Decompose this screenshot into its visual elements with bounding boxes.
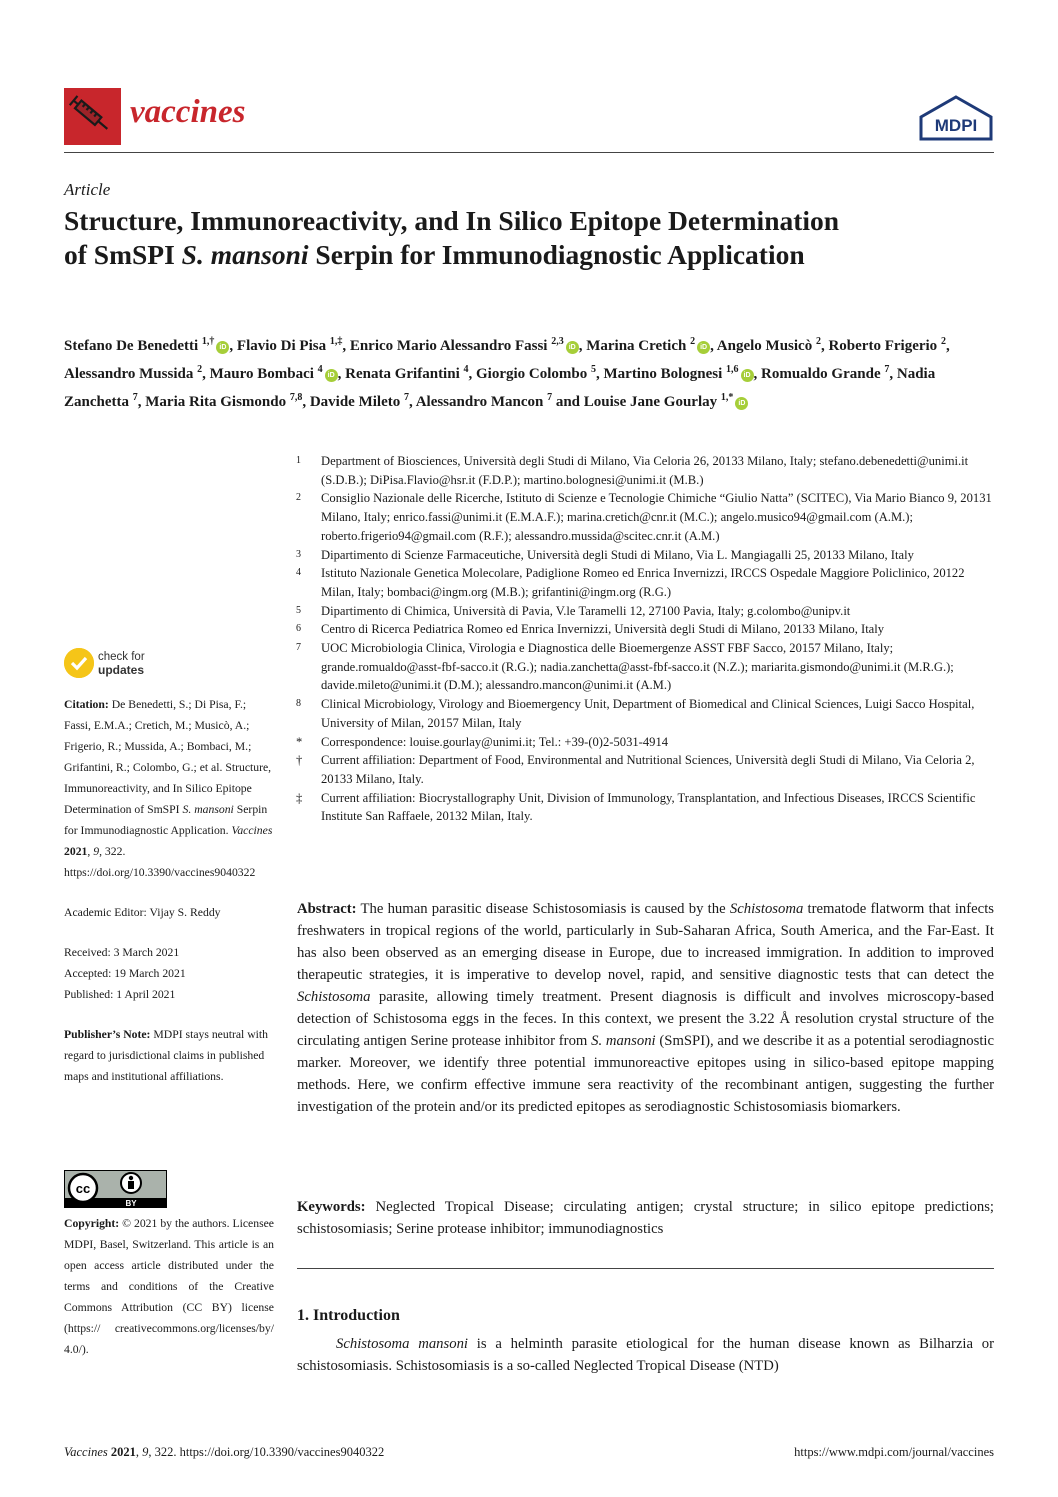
affiliation-text: Current affiliation: Biocrystallography Unit, Division of Immunology, Transplantation, and Infectious Diseases, IRCCS Scientific Institute San Raffaele, 20132 Milan, Italy.: [321, 790, 976, 824]
author-affiliation-marker: 1,†: [201, 336, 215, 347]
affiliation-number: 7: [296, 642, 301, 654]
footer-citation: Vaccines 2021, 9, 322. https://doi.org/10.3390/vaccines9040322: [64, 1445, 385, 1459]
author-name: Flavio Di Pisa: [236, 338, 330, 354]
author-affiliation-marker: 1,6: [726, 364, 739, 375]
author-affiliation-marker: 5: [591, 364, 596, 375]
author-name: Renata Grifantini: [345, 366, 464, 382]
orcid-icon[interactable]: iD: [216, 341, 229, 354]
author-affiliation-marker: 7: [884, 364, 890, 375]
publishers-note-text: MDPI stays neutral with regard to jurisdictional claims in published maps and institutional affiliations.: [64, 1028, 268, 1083]
affiliation-item: [296, 452, 996, 489]
section-heading-introduction: 1. Introduction: [297, 1307, 400, 1324]
affiliation-number: 2: [296, 492, 301, 504]
affiliation-number: 3: [296, 548, 301, 560]
abstract-text-2: trematode flatworm that infects freshwaters in tropical regions of the world, particularly in Sub-Saharan Africa, South America, and the Far-East. It has also been observed as an emerging disease in Europe, due to increased immigration. In addition to improved therapeutic strategies, it is imperative to develop novel, rapid, and sensitive diagnostic tests that can detect the: [297, 901, 994, 983]
affiliation-item: [296, 620, 996, 639]
affiliation-text: Dipartimento di Scienze Farmaceutiche, Università degli Studi di Milano, Via L. Mangiagalli 25, 20133 Milano, Italy: [321, 547, 914, 562]
affiliation-number: 8: [296, 698, 301, 710]
check-updates-line1: check for: [98, 651, 145, 663]
abstract-genus-1: Schistosoma: [729, 901, 804, 917]
affiliation-item: [296, 489, 996, 545]
author-affiliation-marker: 7: [404, 392, 409, 403]
affiliation-item: [296, 695, 996, 732]
dates-block: [64, 942, 274, 1005]
sidebar-metadata: [64, 694, 274, 1106]
affiliation-text: Department of Biosciences, Università degli Studi di Milano, Via Celoria 26, 20133 Milano, Italy; stefano.debenedetti@unimi.it (S.D.B.); DiPisa.Flavio@hsr.it (F.D.P.); martino.bolognesi@unimi.it (M.B.): [321, 454, 969, 487]
orcid-icon[interactable]: iD: [325, 369, 338, 382]
affiliation-text: Consiglio Nazionale delle Ricerche, Istituto di Scienze e Tecnologie Chimiche “Giulio Natta” (SCITEC), Via Mario Bianco 9, 20131 Milano, Italy; enrico.fassi@unimi.it (E.M.A.F.); marina.cretich@cnr.it (M.C.); angelo.musico94@gmail.com (A.M.); roberto.frigerio94@gmail.com (R.F.); alessandro.mussida@scitec.cnr.it (A.M.): [321, 491, 992, 543]
article-type: Article: [64, 180, 111, 199]
publishers-note-label: Publisher’s Note:: [64, 1028, 151, 1041]
academic-editor: Academic Editor: Vijay S. Reddy: [64, 906, 221, 919]
cc-by-license-badge[interactable]: [64, 1170, 167, 1208]
citation-doi[interactable]: , 322. https://doi.org/10.3390/vaccines9040322: [64, 845, 256, 879]
abstract-text-4: (SmSPI), and we describe it as a potential serodiagnostic marker. Moreover, we identify three potential immunoreactive epitopes using in silico-based epitope mapping methods. Here, we confirm effective immune sera reactivity of the recombinant antigen, suggesting the further investigation of the protein and/or its predicted epitopes as serodiagnostic Schistosomiasis biomarkers.: [297, 1033, 995, 1115]
author-affiliation-marker: 4: [463, 364, 469, 375]
author-name: Mauro Bombaci: [209, 366, 318, 382]
title-species: S. mansoni: [181, 239, 309, 270]
citation-text-end: Serpin for Immunodiagnostic Application.: [64, 803, 268, 837]
author-name: Enrico Mario Alessandro Fassi: [349, 338, 552, 354]
check-updates-badge[interactable]: [64, 648, 94, 678]
check-updates-line2: updates: [98, 663, 145, 677]
affiliation-text: Correspondence: louise.gourlay@unimi.it; Tel.: +39-(0)2-5031-4914: [321, 734, 669, 749]
abstract-species: S. mansoni: [591, 1033, 656, 1049]
affiliation-number: 6: [296, 623, 301, 635]
author-name: Giorgio Colombo: [476, 366, 591, 382]
abstract: [297, 898, 994, 1118]
affiliation-item: [296, 751, 996, 788]
author-name: Davide Mileto: [309, 394, 404, 410]
date-published: Published: 1 April 2021: [64, 988, 176, 1001]
affiliation-item: [296, 546, 996, 565]
author-affiliation-marker: 1,*: [720, 392, 734, 403]
affiliations-list: [296, 452, 996, 826]
author-affiliation-marker: 1,‡: [329, 336, 343, 347]
affiliation-text: Istituto Nazionale Genetica Molecolare, Padiglione Romeo ed Enrica Invernizzi, IRCCS Ospedale Maggiore Policlinico, 20122 Milan, Italy; bombaci@ingm.org (M.B.); grifantini@ingm.org (R.G.): [321, 566, 965, 599]
author-name: Louise Jane Gourlay: [583, 394, 721, 410]
footer-volume: 9: [142, 1445, 149, 1459]
affiliation-item: [296, 602, 996, 621]
keywords: [297, 1196, 994, 1240]
footer-journal-url[interactable]: https://www.mdpi.com/journal/vaccines: [794, 1445, 994, 1459]
author-name: Martino Bolognesi: [603, 366, 726, 382]
syringe-icon: [64, 88, 121, 145]
keywords-label: Keywords:: [297, 1199, 366, 1215]
orcid-icon[interactable]: iD: [697, 341, 710, 354]
citation-year: 2021: [64, 845, 88, 858]
author-name: Alessandro Mancon: [415, 394, 548, 410]
title-text: Structure, Immunoreactivity, and In Silico Epitope Determination of SmSPI: [64, 205, 840, 270]
citation-species: S. mansoni: [182, 803, 234, 816]
copyright-label: Copyright:: [64, 1217, 120, 1230]
author-name: Roberto Frigerio: [828, 338, 941, 354]
copyright-text: © 2021 by the authors. Licensee MDPI, Basel, Switzerland. This article is an open access article distributed under the terms and conditions of the Creative Commons Attribution (CC BY) license (https:// creativecommons.org/licenses/by/ 4.0/).: [64, 1217, 274, 1356]
check-updates-label[interactable]: [98, 651, 145, 678]
introduction-paragraph: [297, 1333, 994, 1377]
footer-journal: Vaccines: [64, 1445, 108, 1459]
affiliation-item: [296, 789, 996, 826]
citation-text: De Benedetti, S.; Di Pisa, F.; Fassi, E.M.A.; Cretich, M.; Musicò, A.; Frigerio, R.; Mussida, A.; Bombaci, M.; Grifantini, R.; Colombo, G.; et al. Structure, Immunoreactivity, and In Silico Epitope Determination of SmSPI: [64, 698, 272, 816]
citation-label: Citation:: [64, 698, 109, 711]
citation-volume: 9: [93, 845, 100, 858]
mdpi-logo: [918, 95, 994, 141]
author-affiliation-marker: 7: [547, 392, 553, 403]
abstract-text-1: The human parasitic disease Schistosomiasis is caused by the: [356, 901, 730, 917]
section-divider: [297, 1268, 994, 1269]
checkmark-icon: [64, 648, 94, 678]
author-affiliation-marker: 7,8: [289, 392, 303, 403]
publishers-note: [64, 1024, 274, 1087]
author-affiliation-marker: 7: [132, 392, 138, 403]
header-divider: [64, 152, 994, 153]
citation-journal: Vaccines: [231, 824, 273, 837]
orcid-icon[interactable]: iD: [566, 341, 579, 354]
affiliation-text: Centro di Ricerca Pediatrica Romeo ed Enrica Invernizzi, Università degli Studi di Milano, 20133 Milano, Italy: [321, 622, 885, 637]
orcid-icon[interactable]: iD: [741, 369, 754, 382]
author-name: Maria Rita Gismondo: [145, 394, 290, 410]
affiliation-number: 5: [296, 604, 301, 616]
author-affiliation-marker: 2: [690, 336, 696, 347]
affiliation-item: [296, 564, 996, 601]
affiliation-number: 1: [296, 455, 301, 466]
abstract-label: Abstract:: [297, 901, 357, 917]
author-name: Marina Cretich: [586, 338, 691, 354]
cc-text: cc: [75, 1181, 91, 1196]
affiliation-text: UOC Microbiologia Clinica, Virologia e Diagnostica delle Bioemergenze ASST FBF Sacco, 20157 Milano, Italy; grande.romualdo@asst-fbf-sacco.it (R.G.); nadia.zanchetta@asst-fbf-sacco.it (N.Z.); mariarita.gismondo@unimi.it (M.R.G.); davide.mileto@unimi.it (D.M.); alessandro.mancon@unimi.it (A.M.): [321, 641, 954, 693]
introduction-text: is a helminth parasite etiological for the human disease known as Bilharzia or schistosomiasis. Schistosomiasis is a so-called Neglected Tropical Disease (NTD): [297, 1336, 995, 1374]
author-affiliation-marker: 2: [815, 336, 821, 347]
abstract-text-3: parasite, allowing timely treatment. Present diagnosis is difficult and involves microscopy-based detection of Schistosoma eggs in the feces. In this context, we present the 3.22 Å resolution crystal structure of the circulating antigen Serine protease inhibitor from: [297, 989, 994, 1049]
affiliation-number: *: [296, 734, 303, 749]
author-name: Alessandro Mussida: [64, 366, 198, 382]
author-list: Stefano De Benedetti $^{1,\dagger}$iD , Flavio Di Pisa $^{1,\ddagger}$, Enrico Mario Alessandro Fassi $^{2,3}$iD , Marina Cretich $^2$iD , Angelo Musicò $^2$, Roberto Frigerio $^2$, Alessandro Mussida $^2$, Mauro Bombaci $^4$iD , Renata Grifantini $^4$, Giorgio Colombo $^5$, Martino Bolognesi $^{1,6}$iD , Romualdo Grande $^7$, Nadia Zanchetta $^7$, Maria Rita Gismondo $^{7,8}$, Davide Mileto $^7$, Alessandro Mancon $^7$ and Louise Jane Gourlay $^{1,*}$iD: [64, 336, 950, 410]
author-name: Angelo Musicò: [716, 338, 816, 354]
affiliation-number: ‡: [296, 790, 303, 805]
by-text: BY: [125, 1199, 137, 1207]
introduction-species: Schistosoma mansoni: [336, 1336, 468, 1352]
article-title: [64, 204, 864, 272]
author-affiliation-marker: 2,3: [551, 336, 564, 347]
orcid-icon[interactable]: iD: [735, 397, 748, 410]
author-name: Nadia Zanchetta: [64, 366, 936, 410]
date-accepted: Accepted: 19 March 2021: [64, 967, 186, 980]
copyright-notice: [64, 1213, 274, 1360]
affiliation-text: Current affiliation: Department of Food, Environmental and Nutritional Sciences, Università degli Studi di Milano, Via Celoria 2, 20133 Milano, Italy.: [321, 753, 975, 786]
affiliation-text: Dipartimento di Chimica, Università di Pavia, V.le Taramelli 12, 27100 Pavia, Italy; g.colombo@unipv.it: [321, 603, 851, 618]
author-affiliation-marker: 4: [317, 364, 323, 375]
affiliation-item: [296, 639, 996, 695]
footer-doi[interactable]: , 322. https://doi.org/10.3390/vaccines9040322: [148, 1445, 385, 1459]
citation-block: Citation: De Benedetti, S.; Di Pisa, F.; Fassi, E.M.A.; Cretich, M.; Musicò, A.; Frigerio, R.; Mussida, A.; Bombaci, M.; Grifantini, R.; Colombo, G.; et al. Structure, Immunoreactivity, and In Silico Epitope Determination of SmSPI S. mansoni Serpin for Immunodiagnostic Application. Vaccines 2021, 9, 322. https://doi.org/10.3390/vaccines9040322: [64, 698, 273, 879]
title-text-end: Serpin for Immunodiagnostic Application: [308, 239, 805, 270]
author-name: Romualdo Grande: [761, 366, 885, 382]
abstract-genus-2: Schistosoma: [297, 989, 371, 1005]
journal-logo: [64, 88, 121, 145]
author-affiliation-marker: 2: [940, 336, 946, 347]
keywords-text: Neglected Tropical Disease; circulating antigen; crystal structure; in silico epitope predictions; schistosomiasis; Serine protease inhibitor; immunodiagnostics: [297, 1199, 994, 1237]
affiliation-number: †: [296, 753, 303, 768]
date-received: Received: 3 March 2021: [64, 946, 180, 959]
affiliation-item: [296, 733, 996, 752]
footer-year: 2021: [110, 1445, 136, 1459]
affiliation-text: Clinical Microbiology, Virology and Bioemergency Unit, Department of Biomedical and Clinical Sciences, Luigi Sacco Hospital, University of Milan, 20157 Milan, Italy: [321, 697, 975, 730]
author-affiliation-marker: 2: [197, 364, 203, 375]
journal-name: vaccines: [130, 94, 246, 130]
mdpi-logo-text: MDPI: [934, 116, 978, 135]
author-name: Stefano De Benedetti: [64, 338, 202, 354]
affiliation-number: 4: [296, 567, 301, 579]
